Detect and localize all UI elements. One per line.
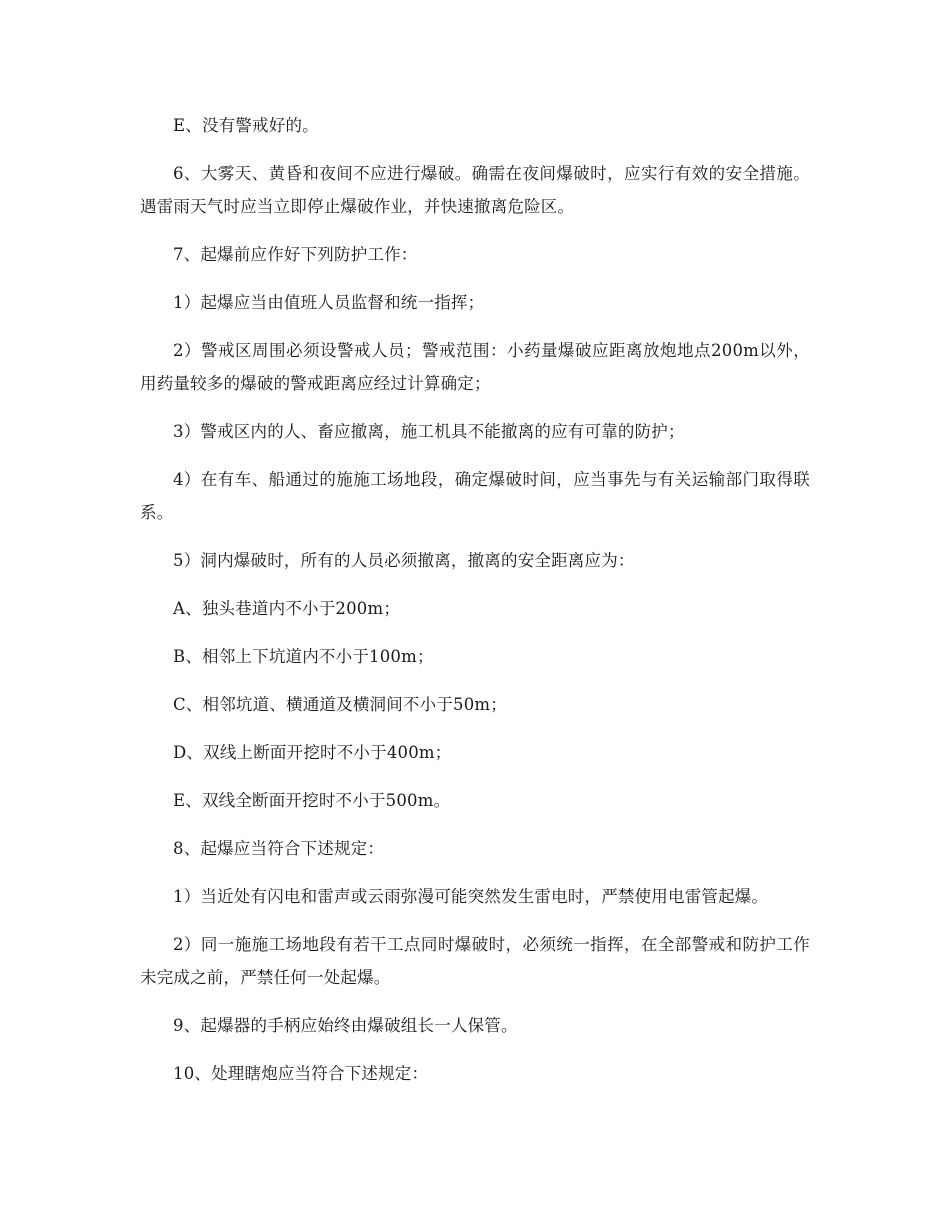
document-body [140, 109, 810, 1090]
paragraph-7-3-evacuation: 3）警戒区内的人、畜应撤离，施工机具不能撤离的应有可靠的防护； [173, 422, 685, 441]
paragraph-distance-d: D、双线上断面开挖时不小于400m； [173, 743, 452, 762]
paragraph-distance-e: E、双线全断面开挖时不小于500m。 [173, 791, 451, 810]
paragraph-8-2-command: 2）同一施施工场地段有若干工点同时爆破时，必须统一指挥，在全部警戒和防护工作未完成之前，严禁任何一处起爆。 [140, 935, 810, 987]
paragraph-rule-7-protection: 7、起爆前应作好下列防护工作： [173, 245, 418, 264]
paragraph-7-2-guard-range: 2）警戒区周围必须设警戒人员；警戒范围：小药量爆破应距离放炮地点200m以外，用药量较多的爆破的警戒距离应经过计算确定； [140, 341, 810, 393]
paragraph-rule-6-weather: 6、大雾天、黄昏和夜间不应进行爆破。确需在夜间爆破时，应实行有效的安全措施。遇雷雨天气时应当立即停止爆破作业，并快速撤离危险区。 [140, 164, 810, 216]
paragraph-rule-8-detonation: 8、起爆应当符合下述规定： [173, 839, 385, 858]
paragraph-distance-c: C、相邻坑道、横通道及横洞间不小于50m； [173, 695, 507, 714]
paragraph-rule-9-handle: 9、起爆器的手柄应始终由爆破组长一人保管。 [173, 1016, 518, 1035]
paragraph-7-4-traffic: 4）在有车、船通过的施施工场地段，确定爆破时间，应当事先与有关运输部门取得联系。 [140, 470, 810, 522]
paragraph-distance-a: A、独头巷道内不小于200m； [173, 599, 401, 618]
paragraph-distance-b: B、相邻上下坑道内不小于100m； [173, 647, 434, 666]
paragraph-item-e-no-guard: E、没有警戒好的。 [173, 116, 319, 135]
paragraph-7-1-supervision: 1）起爆应当由值班人员监督和统一指挥； [173, 293, 485, 312]
paragraph-rule-10-misfire: 10、处理瞎炮应当符合下述规定： [173, 1064, 429, 1083]
paragraph-7-5-tunnel: 5）洞内爆破时，所有的人员必须撤离，撤离的安全距离应为： [173, 551, 635, 570]
paragraph-8-1-lightning: 1）当近处有闪电和雷声或云雨弥漫可能突然发生雷电时，严禁使用电雷管起爆。 [173, 887, 769, 906]
